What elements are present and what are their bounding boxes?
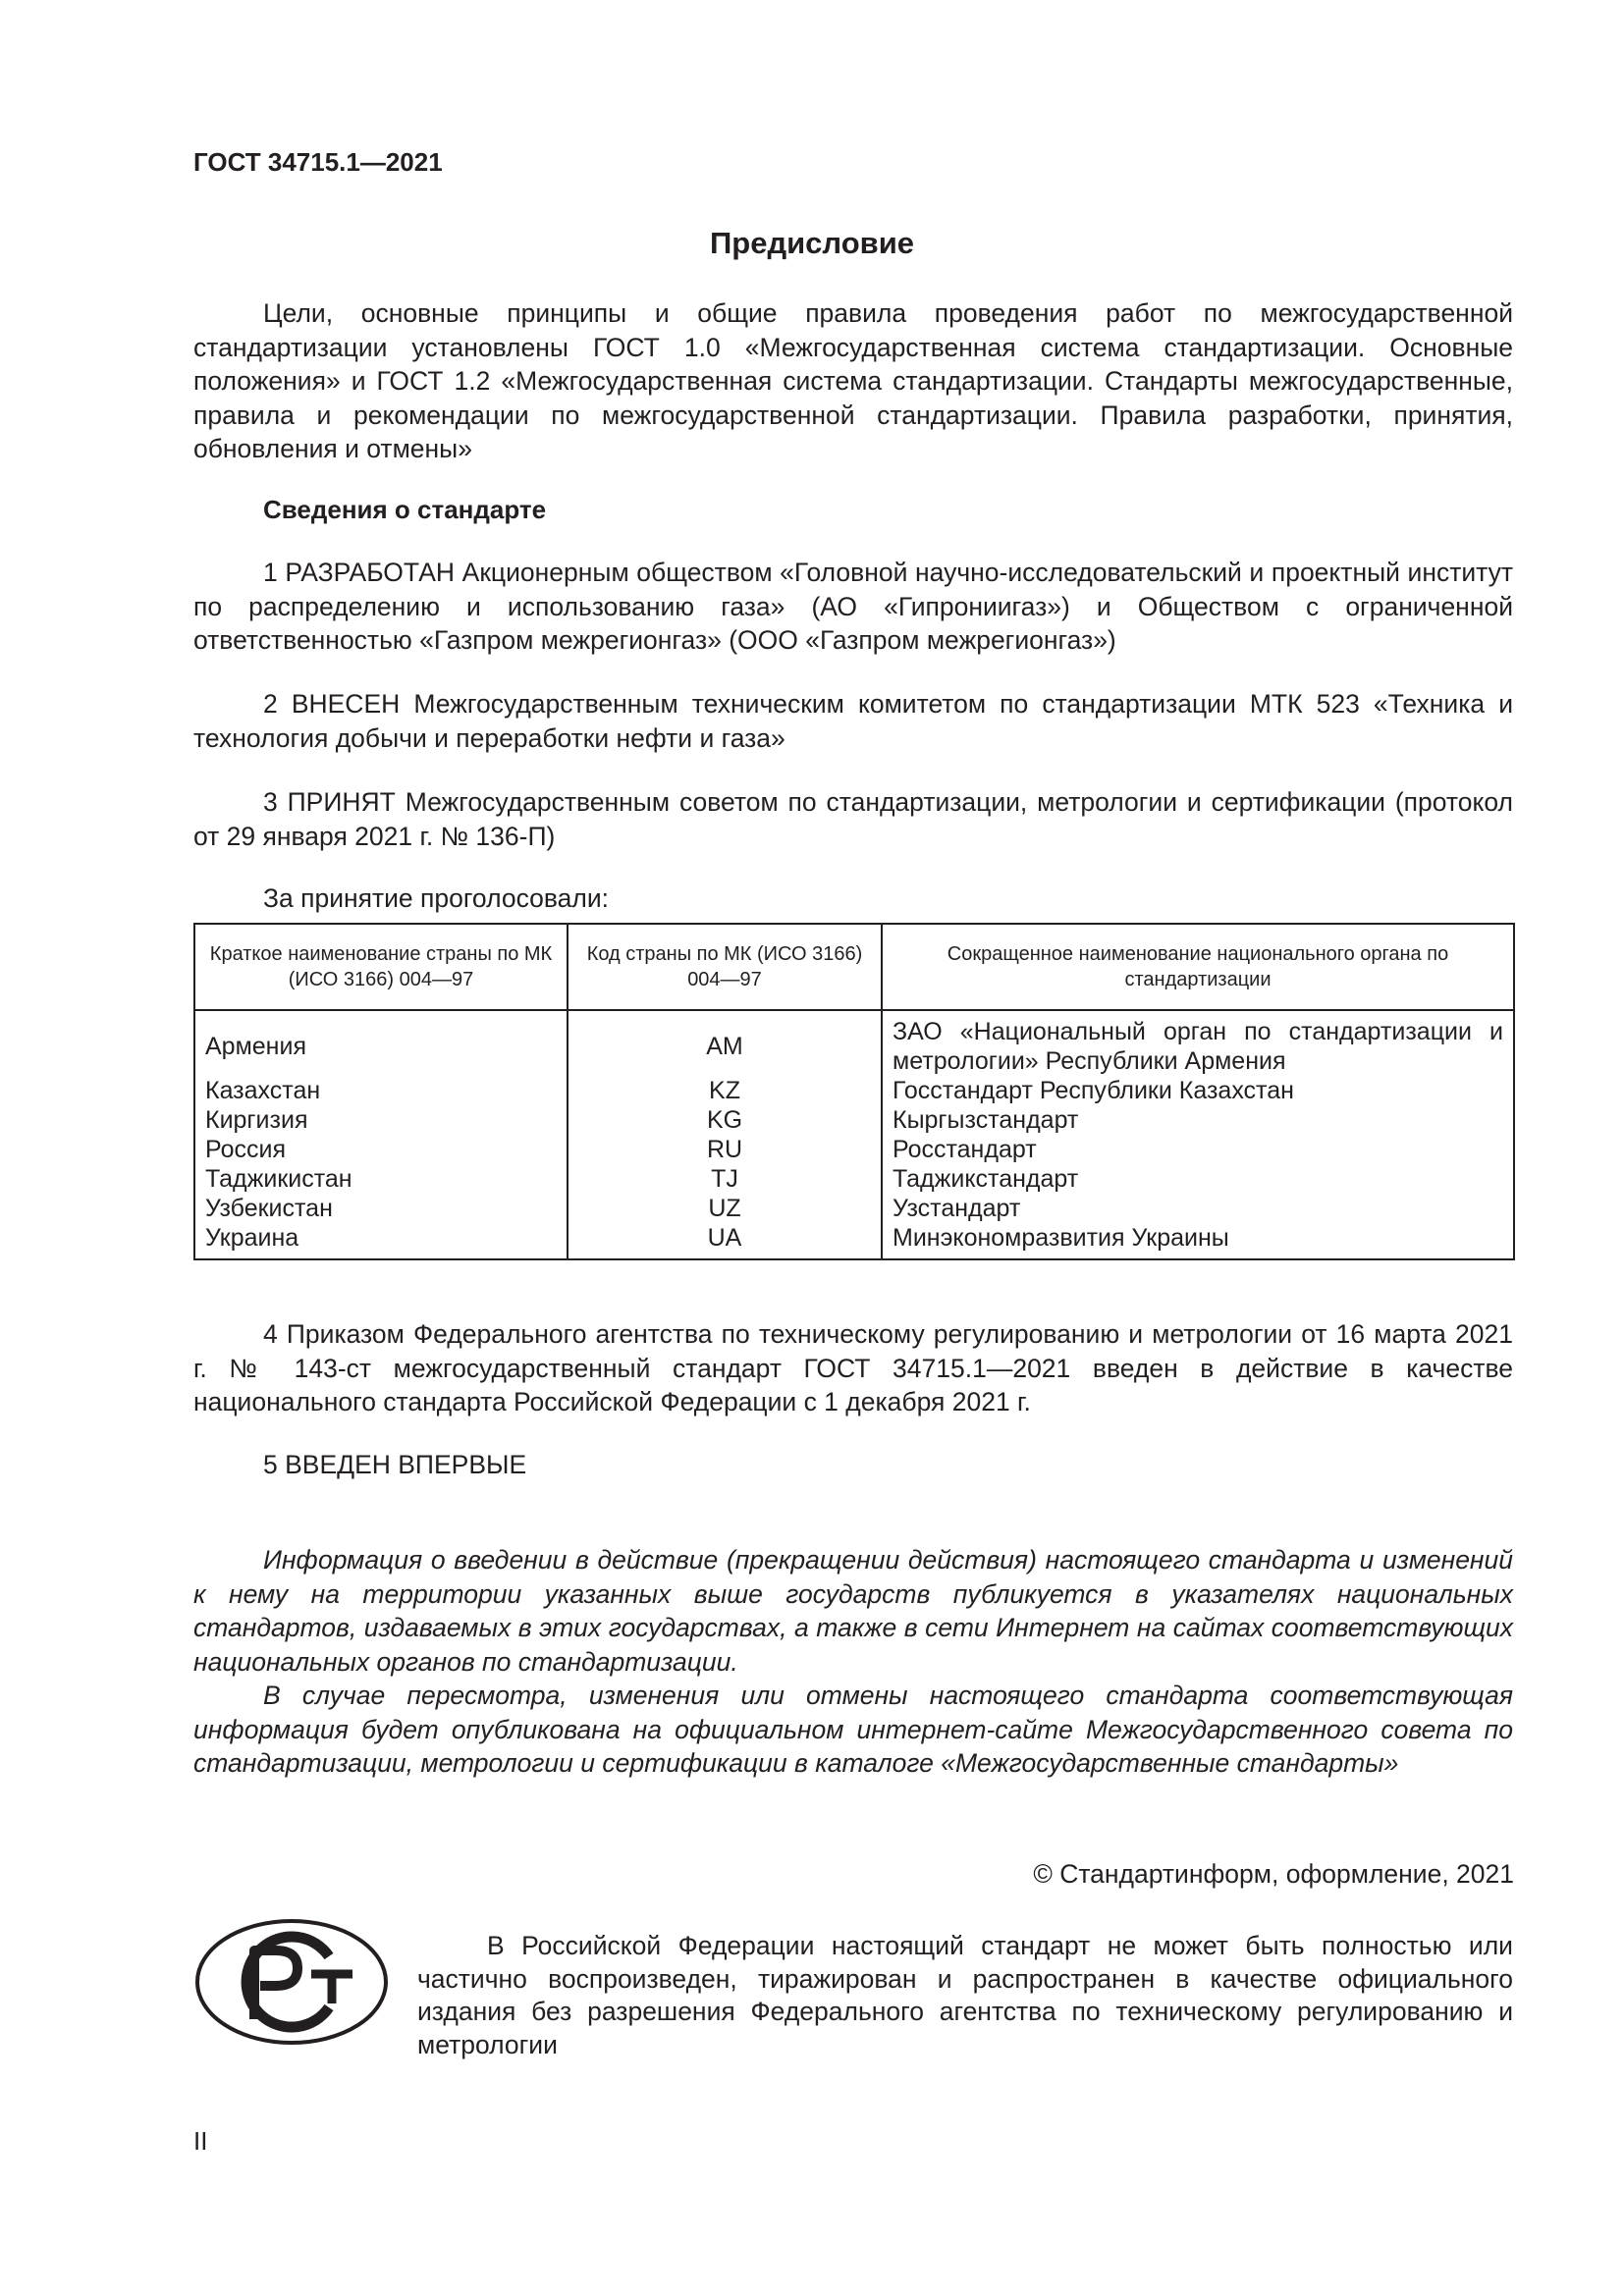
national-body-cell: Узстандарт bbox=[882, 1194, 1514, 1223]
country-name-cell: Таджикистан bbox=[194, 1164, 568, 1194]
national-body-cell: Минэкономразвития Украины bbox=[882, 1223, 1514, 1259]
table-row bbox=[194, 1194, 1514, 1223]
table-row bbox=[194, 1135, 1514, 1164]
table-row bbox=[194, 1223, 1514, 1259]
italic-note-2-paragraph bbox=[193, 1679, 1513, 1781]
country-name-cell: Россия bbox=[194, 1135, 568, 1164]
copyright-line: © Стандартинформ, оформление, 2021 bbox=[1033, 1859, 1514, 1889]
country-code-cell: RU bbox=[568, 1135, 882, 1164]
country-code-cell: AM bbox=[568, 1010, 882, 1076]
country-name-cell: Киргизия bbox=[194, 1105, 568, 1135]
national-body-cell: ЗАО «Национальный орган по стандартизации и метрологии» Республики Армения bbox=[882, 1010, 1514, 1076]
item-2-text: 2 ВНЕСЕН Межгосударственным техническим комитетом по стандартизации МТК 523 «Техника и технология добычи и переработки нефти и газа» bbox=[193, 689, 1513, 753]
country-name-cell: Армения bbox=[194, 1010, 568, 1076]
item-1-text: 1 РАЗРАБОТАН Акционерным обществом «Головной научно-исследовательский и проектный институт по распределению и использованию газа» (АО «Гипрониигаз») и Обществом с ограниченной ответственностью «Газпром межрегионгаз» (ООО «Газпром межрегионгаз») bbox=[193, 558, 1513, 655]
vote-label: За принятие проголосовали: bbox=[263, 883, 610, 913]
national-body-cell: Таджикстандарт bbox=[882, 1164, 1514, 1194]
table-row bbox=[194, 1105, 1514, 1135]
italic-note-2-text: В случае пересмотра, изменения или отмены настоящего стандарта соответствующая информация будет опубликована на официальном интернет-сайте Межгосударственного совета по стандартизации, метрологии и сертификации в каталоге «Межгосударственные стандарты» bbox=[193, 1681, 1513, 1778]
national-body-cell: Росстандарт bbox=[882, 1135, 1514, 1164]
intro-paragraph bbox=[193, 296, 1513, 466]
document-code-header: ГОСТ 34715.1—2021 bbox=[193, 147, 443, 177]
item-5-text: 5 ВВЕДЕН ВПЕРВЫЕ bbox=[263, 1450, 527, 1479]
rst-certification-mark-icon bbox=[193, 1917, 390, 2047]
national-body-cell: Кыргызстандарт bbox=[882, 1105, 1514, 1135]
item-3-text: 3 ПРИНЯТ Межгосударственным советом по стандартизации, метрологии и сертификации (протокол от 29 января 2021 г. № 136-П) bbox=[193, 787, 1513, 851]
country-name-cell: Узбекистан bbox=[194, 1194, 568, 1223]
country-code-cell: UZ bbox=[568, 1194, 882, 1223]
page-title: Предисловие bbox=[709, 226, 914, 260]
item-3-paragraph bbox=[193, 785, 1513, 853]
table-row bbox=[194, 1010, 1514, 1076]
standard-info-heading: Сведения о стандарте bbox=[263, 495, 547, 524]
copyright-notice-paragraph bbox=[417, 1930, 1513, 2061]
item-4-paragraph bbox=[193, 1317, 1513, 1419]
country-code-cell: KZ bbox=[568, 1076, 882, 1105]
national-body-cell: Госстандарт Республики Казахстан bbox=[882, 1076, 1514, 1105]
country-code-cell: UA bbox=[568, 1223, 882, 1259]
header-national-body: Сокращенное наименование национального органа по стандартизации bbox=[882, 924, 1514, 1010]
table-row bbox=[194, 1164, 1514, 1194]
country-name-cell: Казахстан bbox=[194, 1076, 568, 1105]
intro-text: Цели, основные принципы и общие правила проведения работ по межгосударственной стандартизации установлены ГОСТ 1.0 «Межгосударственная система стандартизации. Основные положения» и ГОСТ 1.2 «Межгосударственная система стандартизации. Стандарты межгосударственные, правила и рекомендации по межгосударственной стандартизации. Правила разработки, принятия, обновления и отмены» bbox=[193, 298, 1513, 463]
table-header-row bbox=[194, 924, 1514, 1010]
table-row bbox=[194, 1076, 1514, 1105]
italic-note-1-text: Информация о введении в действие (прекращении действия) настоящего стандарта и изменений к нему на территории указанных выше государств публикуется в указателях национальных стандартов, издаваемых в этих государствах, а также в сети Интернет на сайтах соответствующих национальных органов по стандартизации. bbox=[193, 1545, 1513, 1677]
country-name-cell: Украина bbox=[194, 1223, 568, 1259]
voting-countries-table bbox=[193, 923, 1515, 1260]
country-code-cell: TJ bbox=[568, 1164, 882, 1194]
header-country-name: Краткое наименование страны по МК (ИСО 3166) 004—97 bbox=[194, 924, 568, 1010]
italic-note-1-paragraph bbox=[193, 1543, 1513, 1679]
header-country-code: Код страны по МК (ИСО 3166) 004—97 bbox=[568, 924, 882, 1010]
page-number: II bbox=[193, 2126, 208, 2156]
copyright-notice-text: В Российской Федерации настоящий стандарт не может быть полностью или частично воспроизведен, тиражирован и распространен в качестве официального издания без разрешения Федерального агентства по техническому регулированию и метрологии bbox=[417, 1931, 1513, 2059]
item-4-text: 4 Приказом Федерального агентства по техническому регулированию и метрологии от 16 марта 2021 г. № 143-ст межгосударственный стандарт ГОСТ 34715.1—2021 введен в действие в качестве национального стандарта Российской Федерации с 1 декабря 2021 г. bbox=[193, 1319, 1513, 1416]
item-2-paragraph bbox=[193, 687, 1513, 755]
item-1-paragraph bbox=[193, 556, 1513, 658]
country-code-cell: KG bbox=[568, 1105, 882, 1135]
